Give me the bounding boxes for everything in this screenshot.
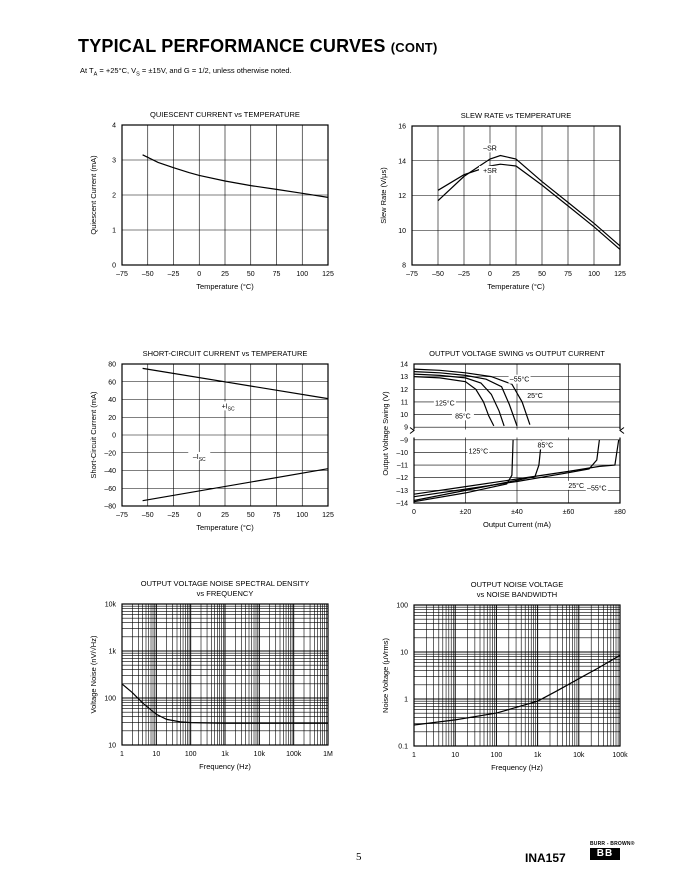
x-tick-label: ±20 [459, 509, 472, 516]
x-tick-label: ±60 [562, 509, 575, 516]
page-title: TYPICAL PERFORMANCE CURVES (CONT) [78, 36, 438, 56]
annotation-label: 85°C [537, 442, 554, 450]
y-tick-label: 10 [398, 227, 406, 235]
chart-grid [414, 605, 620, 746]
series-line [438, 156, 620, 246]
y-tick-label: 1k [108, 648, 116, 656]
y-tick-label: 0.1 [398, 743, 408, 751]
y-tick-label: –12 [396, 475, 408, 483]
x-tick-label: 100k [286, 751, 302, 758]
annotation-label: +SR [483, 167, 497, 175]
y-tick-label: –9 [400, 437, 408, 445]
x-tick-label: –75 [406, 271, 418, 278]
series-line [438, 164, 620, 249]
chart-swing [381, 349, 626, 529]
y-tick-label: –40 [104, 468, 116, 475]
x-tick-label: 75 [564, 271, 572, 278]
chart-noise_density [89, 579, 333, 771]
x-tick-label: 75 [272, 512, 281, 519]
x-tick-label: 1k [221, 751, 229, 758]
y-tick-label: 9 [404, 424, 408, 432]
x-tick-label: 100 [296, 512, 309, 519]
y-tick-label: –13 [396, 487, 408, 495]
x-tick-label: 10k [253, 751, 265, 758]
x-tick-label: 100 [296, 271, 309, 278]
chart-noise_voltage [381, 580, 628, 772]
series-line [143, 368, 328, 398]
y-tick-label: 10 [400, 412, 408, 420]
annotation-label: –55°C [509, 376, 530, 384]
annotation-label: 125°C [468, 448, 489, 456]
y-tick-label: –20 [104, 450, 116, 458]
x-axis-label: Frequency (Hz) [491, 763, 543, 772]
annotation-label: 85°C [455, 413, 471, 421]
x-tick-label: 1M [323, 751, 333, 758]
y-tick-label: 14 [400, 361, 408, 369]
y-axis-label: Quiescent Current (mA) [89, 155, 98, 235]
x-tick-label: 10k [573, 752, 585, 759]
burr-brown-logo [590, 841, 635, 860]
chart-isc [89, 349, 334, 532]
x-tick-label: 1k [533, 752, 542, 759]
y-tick-label: 0 [112, 432, 116, 440]
y-tick-label: 1 [404, 696, 408, 704]
x-axis-label: Output Current (mA) [483, 520, 551, 529]
x-tick-label: –50 [432, 271, 444, 278]
y-tick-label: 2 [112, 192, 116, 200]
series-line [414, 655, 620, 725]
chart-iq [89, 110, 334, 291]
x-axis-label: Temperature (°C) [196, 282, 254, 291]
y-axis-label: Voltage Noise (nV/√Hz) [89, 635, 98, 714]
y-tick-label: 0 [112, 262, 116, 270]
chart-title: vs FREQUENCY [196, 589, 254, 598]
x-tick-label: 0 [197, 271, 202, 278]
x-tick-label: 75 [272, 271, 281, 278]
y-tick-label: 11 [400, 399, 408, 407]
annotation-label: –55°C [587, 485, 607, 493]
y-tick-label: 16 [398, 123, 406, 131]
x-axis-label: Frequency (Hz) [199, 762, 251, 771]
x-tick-label: 0 [197, 512, 202, 519]
x-tick-label: 50 [538, 271, 546, 278]
x-tick-label: 100k [612, 752, 628, 759]
y-tick-label: –11 [396, 462, 408, 470]
brand-name: BURR - BROWN® [590, 841, 635, 847]
x-tick-label: –50 [141, 512, 154, 519]
x-axis-label: Temperature (°C) [487, 282, 545, 291]
y-tick-label: 13 [400, 374, 408, 382]
x-tick-label: 125 [322, 512, 334, 519]
y-axis-label: Slew Rate (V/μs) [379, 167, 388, 224]
y-tick-label: 1 [112, 227, 116, 235]
test-conditions: At $T_A = +25^\circ C$, $V_S = \pm 15V$, and G = 1/2, unless otherwise noted. [80, 66, 292, 78]
y-axis-label: Output Voltage Swing (V) [381, 391, 390, 476]
y-tick-label: –80 [104, 503, 116, 511]
part-number: INA157 [525, 851, 566, 865]
annotation-label: –SR [483, 145, 497, 153]
chart-grid [122, 364, 328, 506]
x-tick-label: 0 [488, 271, 492, 278]
y-axis-label: Short-Circuit Current (mA) [89, 391, 98, 479]
x-tick-label: 125 [322, 271, 334, 278]
y-tick-label: 100 [396, 602, 408, 610]
y-tick-label: 12 [400, 386, 408, 394]
annotation-label: 25°C [527, 393, 543, 401]
x-tick-label: 10 [451, 752, 460, 759]
annotation-label: $-I_{SC}$ [192, 453, 206, 463]
x-tick-label: 100 [184, 751, 197, 758]
y-tick-label: 100 [104, 695, 116, 703]
y-tick-label: 12 [398, 193, 406, 200]
series-line [143, 155, 328, 198]
plot-frame [414, 605, 620, 746]
x-tick-label: –25 [458, 271, 470, 278]
x-tick-label: –25 [167, 271, 180, 278]
chart-title: QUIESCENT CURRENT vs TEMPERATURE [150, 110, 300, 119]
y-tick-label: –10 [396, 449, 408, 457]
page-number: 5 [356, 851, 362, 863]
chart-title: OUTPUT VOLTAGE SWING vs OUTPUT CURRENT [429, 349, 605, 358]
y-tick-label: 60 [108, 379, 116, 387]
x-tick-label: 25 [512, 271, 520, 278]
x-tick-label: 0 [412, 509, 416, 516]
x-tick-label: 25 [221, 512, 229, 519]
axis-break [410, 430, 624, 438]
x-tick-label: 1 [120, 751, 124, 758]
y-tick-label: 3 [112, 157, 116, 165]
y-tick-label: –60 [104, 485, 116, 493]
series-line [143, 469, 328, 501]
y-tick-label: 10 [108, 742, 116, 750]
x-tick-label: ±40 [511, 509, 523, 516]
annotation-label: $+I_{SC}$ [221, 403, 235, 413]
x-tick-label: 50 [246, 271, 255, 278]
y-tick-label: 10 [400, 649, 408, 657]
x-tick-label: –75 [116, 512, 128, 519]
y-axis-label: Noise Voltage (μVrms) [381, 638, 390, 713]
x-tick-label: –50 [141, 271, 154, 278]
y-tick-label: 8 [402, 262, 406, 270]
chart-title: vs NOISE BANDWIDTH [476, 590, 558, 599]
chart-grid [122, 125, 328, 265]
chart-title: SLEW RATE vs TEMPERATURE [460, 111, 572, 120]
x-tick-label: –75 [116, 271, 128, 278]
y-tick-label: 10k [104, 601, 116, 609]
x-tick-label: 100 [490, 752, 503, 759]
annotation-label: 125°C [435, 400, 455, 408]
chart-slew [379, 111, 626, 291]
x-tick-label: 10 [152, 751, 161, 758]
x-tick-label: 100 [588, 271, 600, 278]
y-tick-label: 40 [108, 397, 116, 404]
y-tick-label: –14 [396, 500, 408, 508]
brand-mark: BB [590, 848, 620, 860]
x-axis-label: Temperature (°C) [196, 523, 254, 532]
y-tick-label: 20 [108, 414, 116, 422]
chart-title: OUTPUT NOISE VOLTAGE [470, 580, 564, 589]
x-tick-label: 25 [221, 271, 229, 278]
annotation-label: 25°C [568, 482, 585, 490]
x-tick-label: 50 [246, 512, 255, 519]
chart-title: SHORT-CIRCUIT CURRENT vs TEMPERATURE [142, 349, 308, 358]
x-tick-label: –25 [167, 512, 180, 519]
y-tick-label: 4 [112, 122, 116, 130]
x-tick-label: 1 [412, 752, 416, 759]
x-tick-label: 125 [614, 271, 626, 278]
y-tick-label: 14 [398, 158, 406, 166]
y-tick-label: 80 [108, 361, 116, 369]
chart-title: OUTPUT VOLTAGE NOISE SPECTRAL DENSITY [140, 579, 310, 588]
x-tick-label: ±80 [614, 509, 626, 516]
